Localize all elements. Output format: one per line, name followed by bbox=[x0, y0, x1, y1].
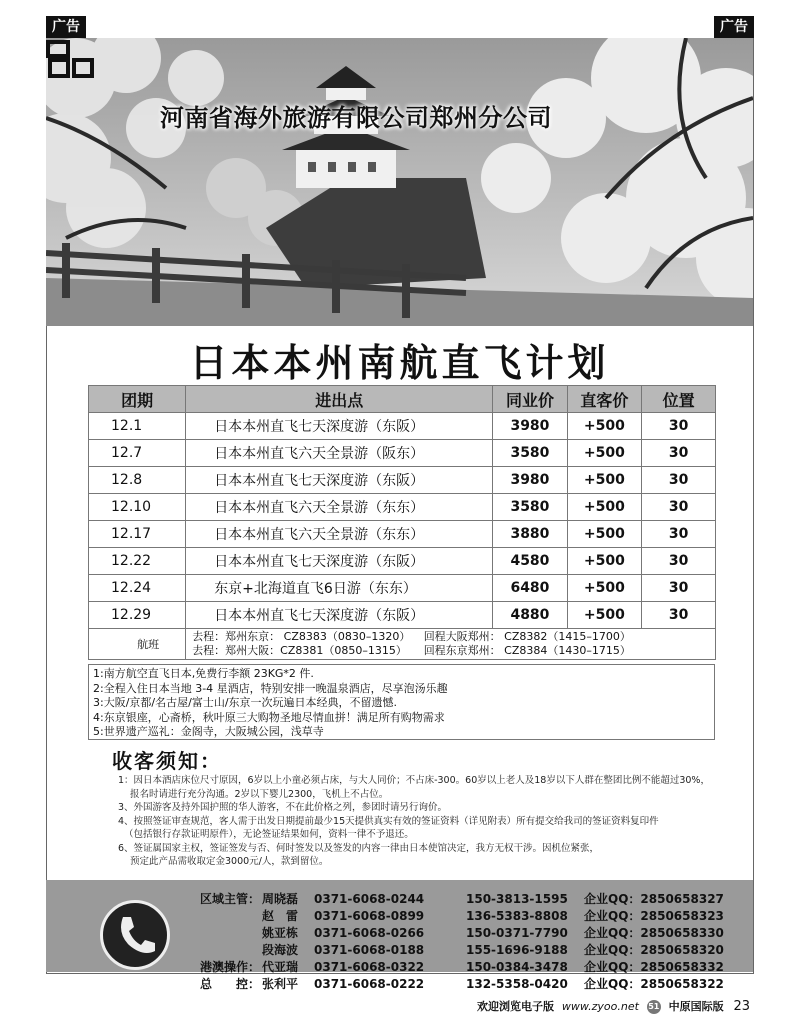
cell-date: 12.22 bbox=[89, 548, 186, 575]
cell-date: 12.24 bbox=[89, 575, 186, 602]
contact-role: 区域主管： bbox=[199, 892, 260, 906]
header-trade-price: 同业价 bbox=[493, 386, 567, 413]
highlight-item: 3:大阪/京都/名古屋/富士山/东京一次玩遍日本经典，不留遗憾. bbox=[93, 696, 398, 709]
ad-label-left: 广告 bbox=[46, 16, 86, 38]
table-row bbox=[89, 413, 716, 440]
cell-route: 日本本州直飞七天深度游（东阪） bbox=[186, 548, 493, 575]
contact-qq: 2850658332 bbox=[640, 959, 724, 974]
contact-qq-label: 企业QQ： bbox=[584, 909, 641, 923]
highlight-item: 4:东京银座，心斋桥，秋叶原三大购物圣地尽情血拼！满足所有购物需求 bbox=[93, 710, 445, 724]
contact-row bbox=[198, 958, 724, 975]
cell-retail-price: +500 bbox=[567, 575, 642, 602]
cell-trade-price: 4880 bbox=[493, 602, 567, 629]
table-row bbox=[89, 494, 716, 521]
flight-return: 回程东京郑州： CZ8384（1430–1715） bbox=[423, 644, 631, 657]
flight-outbound: 去程：郑州东京： CZ8383（0830–1320） bbox=[192, 630, 411, 643]
table-row bbox=[89, 467, 716, 494]
contact-qq: 2850658322 bbox=[640, 976, 724, 991]
contact-panel bbox=[46, 880, 753, 991]
flight-row bbox=[89, 629, 716, 660]
cell-retail-price: +500 bbox=[567, 467, 642, 494]
cell-trade-price: 3980 bbox=[493, 467, 567, 494]
cell-retail-price: +500 bbox=[567, 602, 642, 629]
cell-seats: 30 bbox=[642, 521, 716, 548]
contact-name: 赵 雷 bbox=[262, 909, 299, 923]
flight-line bbox=[192, 644, 715, 658]
contact-qq-label: 企业QQ： bbox=[584, 960, 641, 974]
cell-route: 日本本州直飞七天深度游（东阪） bbox=[186, 602, 493, 629]
flight-line bbox=[192, 630, 715, 644]
footer-url[interactable]: www.zyoo.net bbox=[561, 1000, 639, 1013]
header-date: 团期 bbox=[89, 386, 186, 413]
cell-date: 12.7 bbox=[89, 440, 186, 467]
contact-row bbox=[198, 924, 724, 941]
cell-retail-price: +500 bbox=[567, 548, 642, 575]
notice-line: 报名时请进行充分沟通。2岁以下婴儿2300，飞机上不占位。 bbox=[130, 788, 389, 800]
table-row bbox=[89, 440, 716, 467]
ad-label-right: 广告 bbox=[714, 16, 754, 38]
tour-schedule-table bbox=[88, 385, 716, 660]
contact-tel: 0371-6068-0266 bbox=[314, 925, 425, 940]
cell-date: 12.8 bbox=[89, 467, 186, 494]
highlight-item: 1:南方航空直飞日本,免费行李额 23KG*2 件. bbox=[93, 667, 314, 680]
contact-role: 总 控： bbox=[199, 977, 260, 991]
notice-line: 4、按照签证审查规范，客人需于出发日期提前最少15天提供真实有效的签证资料（详见附表）所有提交给我司的签证资料复印件 bbox=[118, 815, 659, 827]
contact-table bbox=[198, 890, 724, 992]
notice-line: 预定此产品需收取定金3000元/人，款到留位。 bbox=[130, 856, 329, 867]
footer-section: 中原国际版 bbox=[668, 1000, 724, 1013]
cell-route: 日本本州直飞六天全景游（阪东） bbox=[186, 440, 493, 467]
cell-date: 12.10 bbox=[89, 494, 186, 521]
cell-date: 12.29 bbox=[89, 602, 186, 629]
highlight-item: 2:全程入住日本当地 3-4 星酒店，特别安排一晚温泉酒店，尽享泡汤乐趣 bbox=[93, 681, 448, 695]
table-header-row bbox=[89, 386, 716, 413]
flight-label: 航班 bbox=[89, 629, 186, 660]
contact-mobile: 150-0371-7790 bbox=[466, 925, 568, 940]
contact-row bbox=[198, 907, 724, 924]
contact-role: 港澳操作： bbox=[199, 960, 260, 974]
cell-seats: 30 bbox=[642, 602, 716, 629]
contact-role bbox=[198, 907, 260, 924]
contact-role bbox=[198, 924, 260, 941]
contact-mobile: 132-5358-0420 bbox=[466, 976, 568, 991]
page-footer bbox=[473, 998, 750, 1014]
cell-trade-price: 4580 bbox=[493, 548, 567, 575]
contact-name: 段海波 bbox=[262, 943, 299, 957]
cell-trade-price: 3580 bbox=[493, 440, 567, 467]
contact-name: 代亚瑞 bbox=[262, 960, 299, 974]
cell-route: 日本本州直飞六天全景游（东东） bbox=[186, 494, 493, 521]
header-route: 进出点 bbox=[186, 386, 493, 413]
flight-return: 回程大阪郑州： CZ8382（1415–1700） bbox=[423, 630, 631, 643]
contact-qq: 2850658327 bbox=[640, 891, 724, 906]
table-row bbox=[89, 575, 716, 602]
contact-qq-label: 企业QQ： bbox=[584, 977, 641, 991]
cell-seats: 30 bbox=[642, 548, 716, 575]
cell-route: 日本本州直飞六天全景游（东东） bbox=[186, 521, 493, 548]
cell-trade-price: 6480 bbox=[493, 575, 567, 602]
contact-qq-label: 企业QQ： bbox=[584, 892, 641, 906]
notice-title: 收客须知： bbox=[112, 749, 222, 773]
table-row bbox=[89, 602, 716, 629]
contact-name: 姚亚栋 bbox=[262, 926, 299, 940]
contact-mobile: 150-3813-1595 bbox=[466, 891, 568, 906]
highlight-item: 5:世界遗产巡礼：金阁寺，大阪城公园，浅草寺 bbox=[93, 725, 324, 738]
contact-tel: 0371-6068-0244 bbox=[314, 891, 425, 906]
cell-retail-price: +500 bbox=[567, 440, 642, 467]
contact-row bbox=[198, 975, 724, 992]
notice-text bbox=[118, 774, 728, 869]
contact-mobile: 155-1696-9188 bbox=[466, 942, 568, 957]
table-row bbox=[89, 548, 716, 575]
cell-seats: 30 bbox=[642, 413, 716, 440]
cell-route: 日本本州直飞七天深度游（东阪） bbox=[186, 467, 493, 494]
cell-route: 东京+北海道直飞6日游（东东） bbox=[186, 575, 493, 602]
cell-trade-price: 3880 bbox=[493, 521, 567, 548]
cell-date: 12.17 bbox=[89, 521, 186, 548]
cell-trade-price: 3580 bbox=[493, 494, 567, 521]
cell-seats: 30 bbox=[642, 494, 716, 521]
contact-name: 张利平 bbox=[262, 977, 299, 991]
page-number: 23 bbox=[733, 999, 750, 1014]
flight-outbound: 去程：郑州大阪：CZ8381（0850–1315） bbox=[192, 644, 407, 657]
banner-photo bbox=[46, 38, 753, 326]
contact-tel: 0371-6068-0222 bbox=[314, 976, 425, 991]
contact-mobile: 150-0384-3478 bbox=[466, 959, 568, 974]
cell-retail-price: +500 bbox=[567, 413, 642, 440]
footer-welcome: 欢迎浏览电子版 bbox=[477, 1000, 554, 1013]
table-row bbox=[89, 521, 716, 548]
contact-row bbox=[198, 941, 724, 958]
contact-qq-label: 企业QQ： bbox=[584, 926, 641, 940]
contact-role bbox=[198, 941, 260, 958]
cell-seats: 30 bbox=[642, 440, 716, 467]
contact-tel: 0371-6068-0188 bbox=[314, 942, 425, 957]
notice-line: （包括银行存款证明原件），无论签证结果如何，资料一律不予退还。 bbox=[124, 829, 414, 840]
notice-line: 1：因日本酒店床位尺寸原因，6岁以上小童必须占床，与大人同价；不占床-300。60岁以上老人及18岁以下人群在整团比例不能超过30%， bbox=[118, 775, 710, 786]
cell-trade-price: 3980 bbox=[493, 413, 567, 440]
phone-icon bbox=[100, 900, 170, 970]
cell-seats: 30 bbox=[642, 467, 716, 494]
company-name: 河南省海外旅游有限公司郑州分公司 bbox=[160, 103, 552, 132]
cell-retail-price: +500 bbox=[567, 521, 642, 548]
contact-mobile: 136-5383-8808 bbox=[466, 908, 568, 923]
contact-qq: 2850658323 bbox=[640, 908, 724, 923]
notice-line: 6、签证属国家主权，签证签发与否、何时签发以及签发的内容一律由日本使馆决定，我方无权干涉。因机位紧张， bbox=[118, 842, 600, 854]
cell-route: 日本本州直飞七天深度游（东阪） bbox=[186, 413, 493, 440]
flight-info bbox=[186, 629, 716, 660]
company-logo-icon bbox=[46, 38, 98, 80]
cell-date: 12.1 bbox=[89, 413, 186, 440]
contact-qq-label: 企业QQ： bbox=[584, 943, 641, 957]
contact-qq: 2850658330 bbox=[640, 925, 724, 940]
main-title: 日本本州南航直飞计划 bbox=[189, 341, 610, 385]
contact-qq: 2850658320 bbox=[640, 942, 724, 957]
header-retail-price: 直客价 bbox=[567, 386, 642, 413]
header-seats: 位置 bbox=[642, 386, 716, 413]
footer-badge-icon: 51 bbox=[647, 1000, 661, 1014]
castle-scene-illustration bbox=[46, 38, 753, 326]
tour-highlights bbox=[88, 664, 715, 740]
contact-tel: 0371-6068-0899 bbox=[314, 908, 425, 923]
contact-row bbox=[198, 890, 724, 907]
cell-retail-price: +500 bbox=[567, 494, 642, 521]
cell-seats: 30 bbox=[642, 575, 716, 602]
contact-name: 周晓磊 bbox=[262, 892, 299, 906]
notice-line: 3、外国游客及持外国护照的华人游客，不在此价格之列，参团时请另行询价。 bbox=[118, 802, 448, 813]
contact-tel: 0371-6068-0322 bbox=[314, 959, 425, 974]
